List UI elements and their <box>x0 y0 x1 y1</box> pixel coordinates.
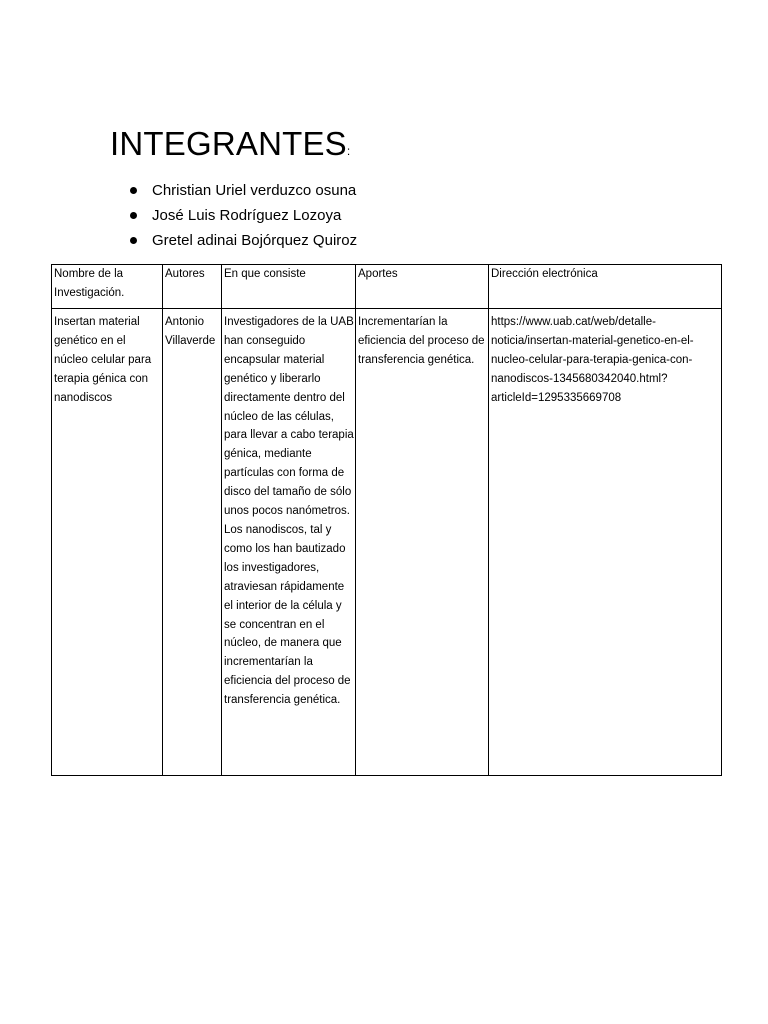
header-consists: En que consiste <box>222 265 356 309</box>
member-name: Christian Uriel verduzco osuna <box>152 182 357 199</box>
header-contributions: Aportes <box>356 265 489 309</box>
header-authors: Autores <box>163 265 222 309</box>
cell-contributions: Incrementarían la eficiencia del proceso de transferencia genética. <box>356 309 489 776</box>
header-url: Dirección electrónica <box>489 265 722 309</box>
list-item <box>130 203 357 228</box>
title-colon: : <box>346 144 351 158</box>
page-title <box>110 124 350 171</box>
table-header-row <box>52 265 722 309</box>
cell-name: Insertan material genético en el núcleo celular para terapia génica con nanodiscos <box>52 309 163 776</box>
member-name: Gretel adinai Bojórquez Quiroz <box>152 232 358 249</box>
title-text: INTEGRANTES <box>110 125 347 162</box>
list-item <box>130 178 357 203</box>
cell-authors: Antonio Villaverde <box>163 309 222 776</box>
bullet-icon <box>130 187 137 194</box>
bullet-icon <box>130 237 137 244</box>
header-name: Nombre de la Investigación. <box>52 265 163 309</box>
member-name: José Luis Rodríguez Lozoya <box>152 207 342 224</box>
list-item <box>130 228 357 253</box>
bullet-icon <box>130 212 137 219</box>
cell-consists: Investigadores de la UAB han conseguido encapsular material genético y liberarlo directamente dentro del núcleo de las células, para llevar a cabo terapia génica, mediante partículas con forma de disco del tamaño de sólo unos pocos nanómetros. Los nanodiscos, tal y como los han bautizado los investigadores, atraviesan rápidamente el interior de la célula y se concentran en el núcleo, de manera que incrementarían la eficiencia del proceso de transferencia genética. <box>222 309 356 776</box>
members-list <box>130 178 357 253</box>
table-row <box>52 309 722 776</box>
research-table <box>51 264 722 776</box>
cell-url-link[interactable]: https://www.uab.cat/web/detalle-noticia/insertan-material-genetico-en-el-nucleo-celular-para-terapia-genica-con-nanodiscos-1345680342040.html?articleId=1295335669708 <box>489 309 722 776</box>
